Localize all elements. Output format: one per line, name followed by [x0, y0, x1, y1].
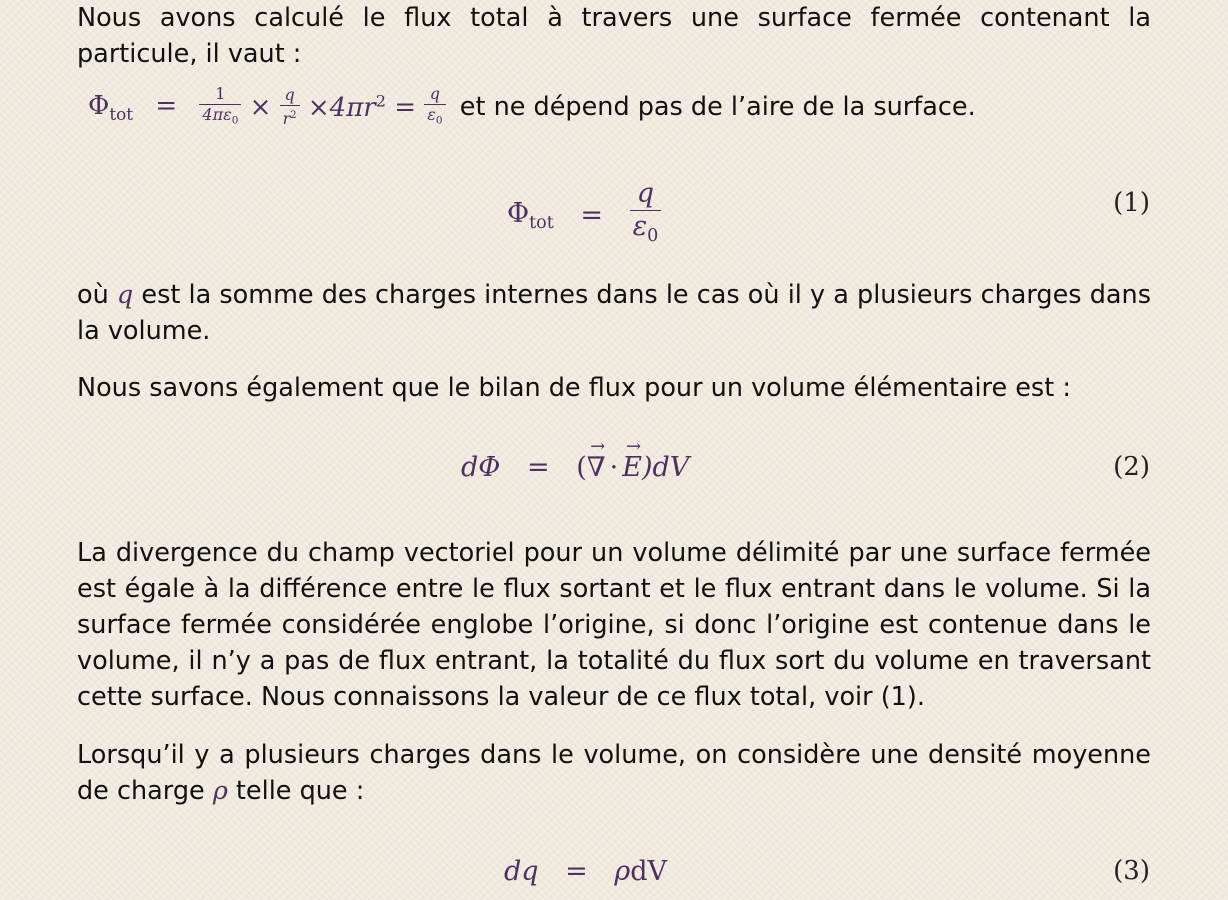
volume-element: dV [630, 856, 668, 887]
rho-symbol: ρ [212, 776, 228, 806]
rho-symbol: ρ [614, 856, 631, 887]
q-symbol: q [116, 280, 134, 310]
paragraph-charge-density: Lorsqu’il y a plusieurs charges dans le volume, on considère une densité moyenne de charge ρ telle que : [77, 740, 1151, 806]
d-phi: dΦ [461, 452, 501, 483]
fraction-q-r2: $\frac{q}{r^2}$ [280, 85, 300, 129]
inline-equation-remark: et ne dépend pas de l’aire de la surface. [459, 92, 976, 123]
dq: dq [504, 856, 539, 887]
equals-sign: = [155, 91, 178, 122]
times-sign: × [249, 92, 272, 123]
open-paren: ( [576, 452, 587, 483]
fraction-q-eps0: $\frac{q}{\varepsilon_0}$ [630, 178, 662, 252]
equals-sign: = [580, 199, 604, 231]
equals-sign: = [527, 452, 550, 483]
equation-number-1: (1) [1113, 188, 1150, 218]
close-paren-dv: )dV [641, 452, 690, 483]
dot-operator: · [609, 452, 619, 483]
e-field-vector: → E [622, 452, 642, 483]
fraction-q-eps0: $\frac{q}{\varepsilon_0}$ [424, 84, 445, 131]
paragraph-flux-balance: Nous savons également que le bilan de flux pour un volume élémentaire est : [77, 373, 1071, 403]
sphere-area-term: $\times 4\pi r^2$ [307, 91, 386, 124]
phi-symbol: $\Phi_{tot}$ [88, 91, 134, 125]
paragraph-charge-sum: où q est la somme des charges internes dans le cas où il y a plusieurs charges dans la volume. [77, 280, 1151, 346]
paragraph-flux-total: Nous avons calculé le flux total à travers une surface fermée contenant la particule, il vaut : [77, 3, 1151, 69]
fraction-coulomb: $\frac{1}{4\pi\varepsilon_0}$ [199, 84, 241, 131]
equation-number-2: (2) [1113, 452, 1150, 482]
paragraph-divergence: La divergence du champ vectoriel pour un volume délimité par une surface fermée est égale à la différence entre le flux sortant et le flux entrant dans le volume. Si la surface fermée considérée englobe l’origine, si donc l’origine est contenue dans le volume, il n’y a pas de flux entrant, la totalité du flux sort du volume en traversant cette surface. Nous connaissons la valeur de ce flux total, voir (1). [77, 538, 1151, 712]
equals-sign-2: = [394, 92, 417, 123]
phi-tot: $\Phi_{tot}$ [507, 197, 554, 233]
nabla-vector: → ∇ [587, 452, 606, 483]
equation-number-3: (3) [1113, 856, 1150, 886]
inline-flux-equation [88, 84, 976, 131]
equals-sign: = [565, 856, 588, 887]
